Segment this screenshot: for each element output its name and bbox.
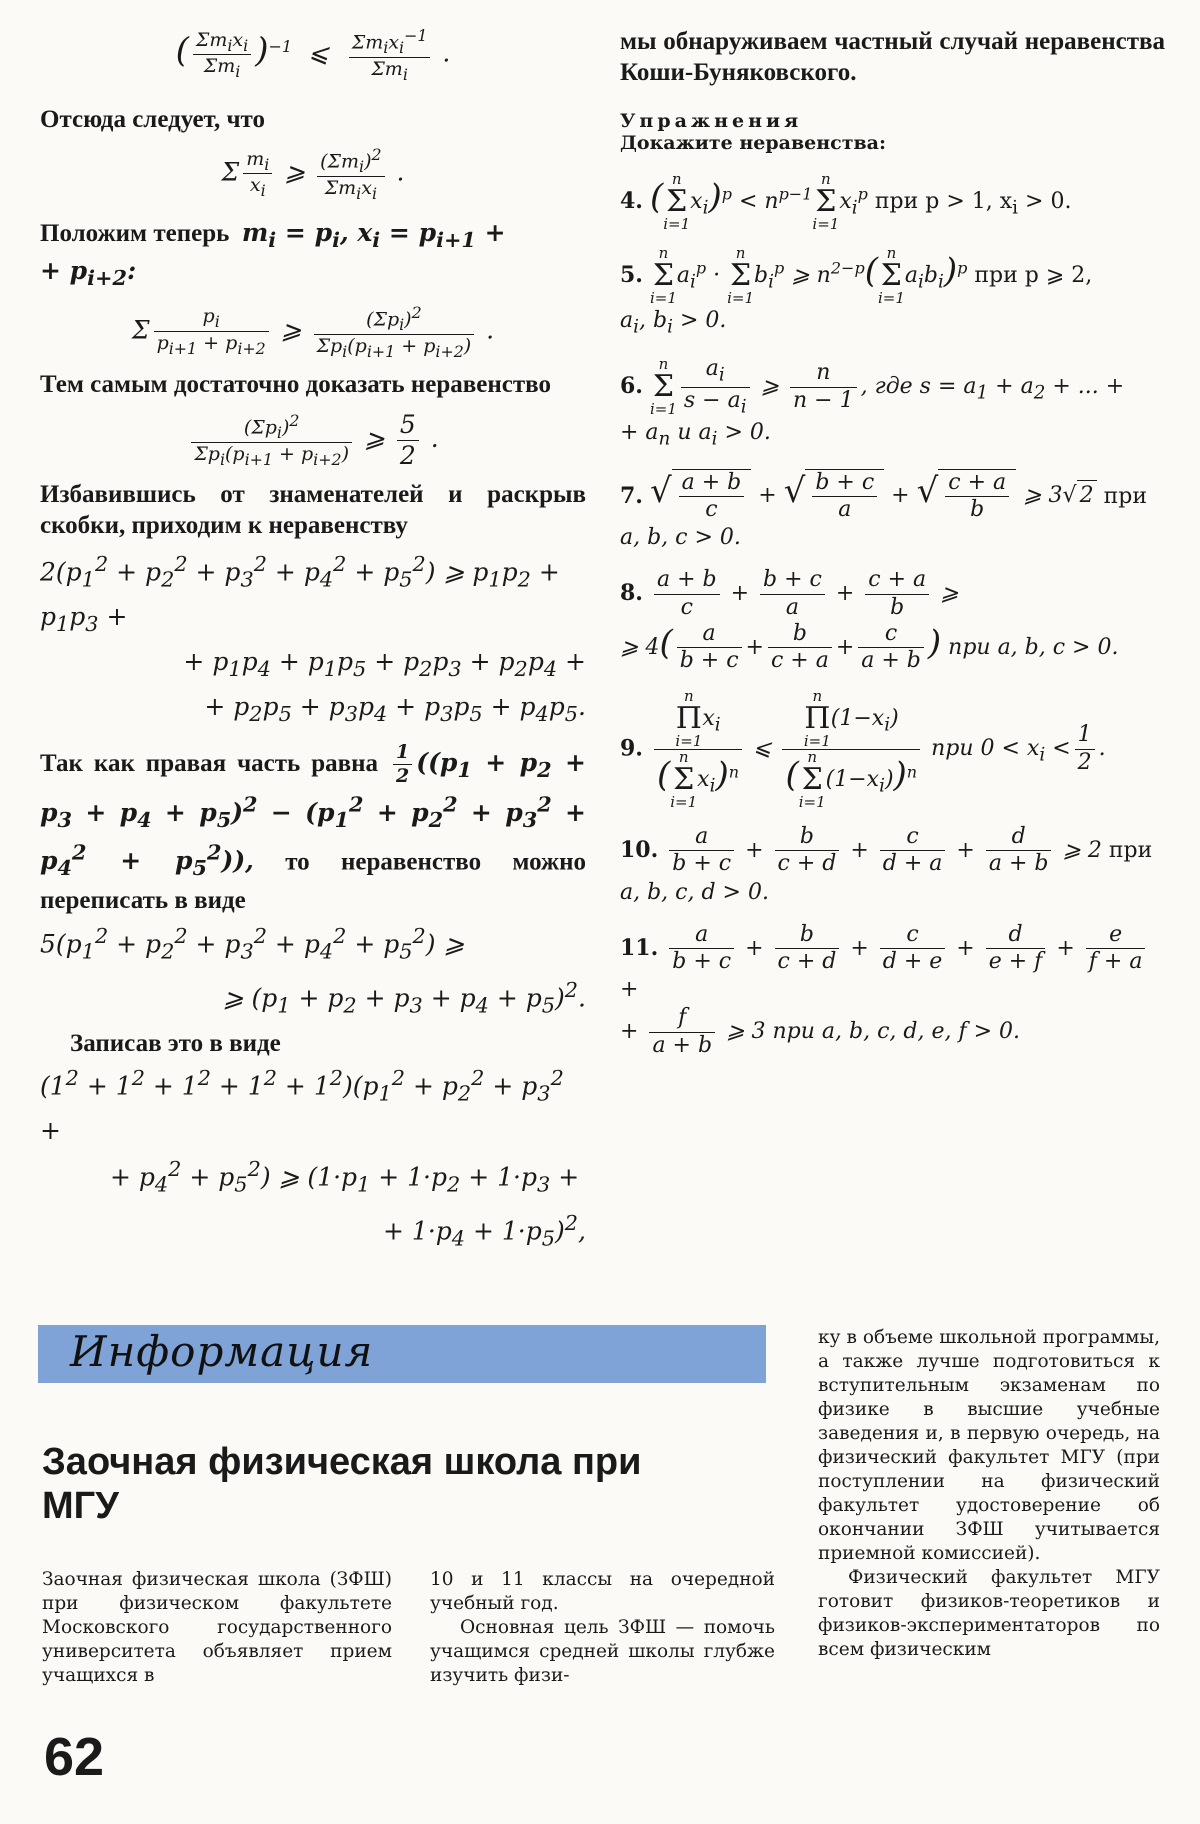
exercise-7-condition: при [1103,483,1147,509]
exercise-5-condition-cont: $a_i$, $b_i > 0$. [620,308,727,338]
page-number: 62 [44,1727,105,1787]
paragraph-denominators: Избавившись от знаменателей и раскрыв скобки, приходим к неравенству [40,480,586,539]
cauchy-line-1: $(1^2 + 1^2 + 1^2 + 1^2 + 1^2)(p_1^2 + p_2^2 + p_3^2$ + [40,1065,564,1146]
exercise-number: 6. [620,373,643,400]
formula-five-halves: $\frac{(\Sigma p_i)^2}{\Sigma p_i(p_{i+1} + p_{i+2})}$ ⩾ $\frac{5}{2}$ . [40,410,586,471]
exercise-4: 4. ( n Σ i=1 $x_i)^p < n^{p-1}$ n Σ i=1 $x_i^p$ при p > 1, $x_i > 0$. [620,170,1072,233]
article-title: Заочная физическая школа при МГУ [42,1441,642,1527]
exercise-7-condition-cont: a, b, c > 0. [620,525,741,551]
exercises-title: Упражнения [620,110,803,132]
exercise-10-condition-cont: a, b, c, d > 0. [620,879,769,905]
exercise-number: 7. [620,482,643,509]
inequality-cauchy-form [40,1059,586,1257]
info-col3-text-a: ку в объеме школьной программы, а также лучше подготовиться к вступительным экзаменам по физике в высшие учебные заведения и, в первую очередь, на физический факультет МГУ (при поступлении на физический факультет удостоверение об окончании ЗФШ учитывается приемной комиссией). [818,1327,1160,1564]
info-column-2 [430,1568,775,1688]
exercise-number: 10. [620,836,659,863]
info-col2-text-b: Основная цель ЗФШ — помочь учащимся средней школы глубже изучить физи- [430,1617,775,1686]
exercise-10-condition: при [1108,837,1153,863]
inequality-five-line-2: ⩾ $(p_1 + p_2 + p_3 + p_4 + p_5)^2$. [222,977,586,1017]
rewrite-text: то неравенство можно переписать в виде [40,848,587,915]
exercise-11-condition: ⩾ 3 при a, b, c, d, e, f > 0. [726,1019,1021,1045]
exercise-number: 5. [620,262,643,288]
info-column-1 [42,1568,392,1688]
exercise-8-condition: при a, b, c > 0. [948,634,1119,660]
paragraph-written-as: Записав это в виде [70,1029,281,1057]
exercise-number: 4. [620,188,643,214]
inequality-five-line-1: $5(p_1^2 + p_2^2 + p_3^2 + p_4^2 + p_5^2)$ ⩾ [40,924,465,964]
paragraph-right-side: Так как правая часть равна $\frac{1}{2}$ $((p_1 + p_2 + p_3 + p_4 + p_5)^2 - (p_1^2 + p_2^2 + p_3^2 + p_4^2 + p_5^2))$, то неравенство можно переписать в виде [40,741,587,915]
substitute-text: Положим теперь [40,219,230,247]
left-column [40,26,586,1257]
inequality-expanded-line-3: + $p_2p_5 + p_3p_4 + p_3p_5 + p_4p_5$. [204,692,586,726]
cauchy-line-3: + $1\cdot p_4 + 1\cdot p_5)^2$, [383,1210,586,1250]
info-col2-text-a: 10 и 11 классы на очередной учебный год. [430,1569,775,1614]
information-banner [38,1325,766,1383]
exercise-11: 11. $\frac{a}{b + c}$ + $\frac{b}{c + d}$ + $\frac{c}{d + e}$ + $\frac{d}{e + f}$ + $\frac{e}{f + a}$ + + $\frac{f}{a + b}$ ⩾ 3 при a, b, c, d, e, f > 0. [620,922,1165,1060]
exercise-9-condition: при $0 < x_i$ < [931,736,1071,766]
inequality-five [40,917,586,1024]
paragraph-substitute [40,217,586,293]
formula-sum-m-over-x: Σ $\frac{m_i}{x_i}$ ⩾ $\frac{(\Sigma m_i)^2}{\Sigma m_ix_i}$ . [221,144,405,203]
exercise-8: 8. $\frac{a + b}{c}$ + $\frac{b + c}{a}$ + $\frac{c + a}{b}$ ⩾ ⩾ 4( $\frac{a}{b + c}$ + $\frac{b}{c + a}$ + $\frac{c}{a + b}$ ) при a, b, c > 0. [620,567,1119,674]
right-column [620,26,1165,1073]
exercises-intro: Докажите неравенства: [620,132,887,154]
info-col3-text-b: Физический факультет МГУ готовит физиков-теоретиков и физиков-экспериментаторов по всем физическим [818,1567,1160,1660]
formula-sum-p: Σ $\frac{p_i}{p_{i+1} + p_{i+2}}$ ⩾ $\frac{(\Sigma p_i)^2}{\Sigma p_i(p_{i+1} + p_{i+2})}$ . [131,302,495,361]
paragraph-cauchy-case: мы обнаруживаем частный случай неравенства Коши-Буняковского. [620,28,1165,86]
exercise-10: 10. $\frac{a}{b + c}$ + $\frac{b}{c + d}$ + $\frac{c}{d + a}$ + $\frac{d}{a + b}$ ⩾ 2 при a, b, c, d > 0. [620,823,1153,905]
exercise-7: 7. √ $\frac{a + b}{c}$ + √ $\frac{b + c}{a}$ + √ $\frac{c + a}{b}$ ⩾ 3√ 2 при a, b, c > 0. [620,469,1147,551]
exercise-6: 6. n Σ i=1 $\frac{a_i}{s - a_i}$ ⩾ $\frac{n}{n - 1}$ , где $s = a_1 + a_2$ + ... + + $a_n$ и $a_i > 0$. [620,355,1125,450]
info-column-3 [818,1326,1160,1662]
inequality-expanded-line-2: + $p_1p_4 + p_1p_5 + p_2p_3 + p_2p_4$ + [183,647,586,681]
exercise-number: 9. [620,735,643,762]
formula-mean-inequality: ( $\frac{\Sigma m_ix_i}{\Sigma m_i}$ )$^{-1}$ ⩽ $\frac{\Sigma m_ix_i^{-1}}{\Sigma m_i}$ . [175,26,451,84]
formula-fraction-num: $\Sigma m_ix_i$ [193,29,251,56]
cauchy-line-2: + $p_4^2 + p_5^2$) ⩾ ($1\cdot p_1 + 1\cdot p_2 + 1\cdot p_3$ + [110,1157,580,1197]
exercise-number: 11. [620,934,659,961]
exercise-9: 9. n Π i=1 $x_i$ ( n Σ i=1 $x_i)^n$ ⩽ n Π i=1 $(1-x_i)$ ( n Σ i=1 $(1-x_i))^n$ при $0 < x_i$ < $\frac{1}{2}$ . [620,686,1106,811]
paragraph-hence: Отсюда следует, что [40,105,266,133]
exercise-number: 8. [620,580,643,607]
exercise-5: 5. n Σ i=1 $a_i^p$ · n Σ i=1 $b_i^p$ ⩾ $n^{2-p}$( n Σ i=1 $a_ib_i)^p$ при p ⩾ 2, $a_i$, $b_i > 0$. [620,244,1093,338]
info-col1-text: Заочная физическая школа (ЗФШ) при физическом факультете Московского государственного университета объявляет прием учащихся в [42,1569,392,1686]
inequality-expanded-line-1: $2(p_1^2 + p_2^2 + p_3^2 + p_4^2 + p_5^2)$ ⩾ $p_1p_2 + p_1p_3$ + [40,551,560,636]
exercise-6-condition: , где $s = a_1 + a_2$ + ... + [860,374,1125,404]
exercise-4-condition: при p > 1, $x_i > 0$. [874,189,1072,219]
substitute-math: $m_i = p_i$, $x_i = p_{i+1}$ + [241,217,506,252]
information-banner-title: Информация [70,1327,374,1376]
substitute-math-cont: + $p_{i+2}$: [40,255,137,290]
exercise-6-condition-cont: + $a_n$ и $a_i > 0$. [620,420,771,450]
inequality-expanded [40,545,586,733]
exercise-5-condition: при p ⩾ 2, [974,263,1093,288]
right-side-text: Так как правая часть равна [40,749,379,777]
paragraph-sufficient: Тем самым достаточно доказать неравенство [40,370,551,398]
